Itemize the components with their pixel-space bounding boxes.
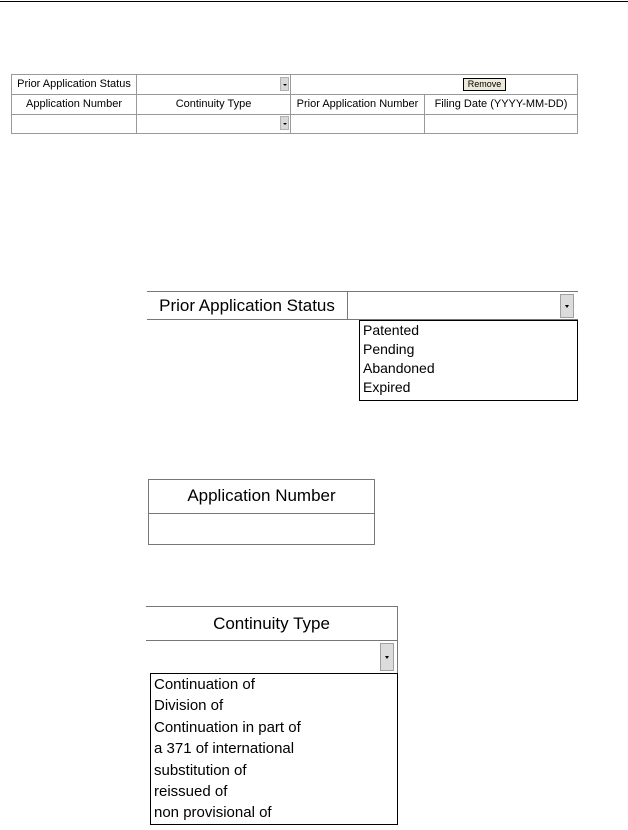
- chevron-down-icon[interactable]: [560, 294, 574, 318]
- remove-button[interactable]: Remove: [463, 78, 506, 91]
- grid-status-select[interactable]: [136, 75, 290, 94]
- continuity-option[interactable]: reissued of: [154, 783, 228, 801]
- status-option-abandoned[interactable]: Abandoned: [363, 360, 435, 376]
- header-continuity-type: Continuity Type: [136, 95, 290, 114]
- chevron-down-icon[interactable]: [380, 643, 394, 671]
- header-prior-application-number: Prior Application Number: [290, 95, 424, 114]
- header-application-number: Application Number: [11, 95, 136, 114]
- continuity-type-large-select[interactable]: [146, 641, 397, 674]
- continuity-option[interactable]: substitution of: [154, 761, 247, 779]
- grid-input-row: [11, 114, 578, 133]
- status-dropdown-label: Prior Application Status: [147, 292, 348, 319]
- continuity-type-field: [146, 606, 398, 674]
- status-option-patented[interactable]: Patented: [363, 322, 420, 338]
- status-option-pending[interactable]: Pending: [363, 341, 415, 357]
- status-option-expired[interactable]: Expired: [363, 379, 411, 395]
- filing-date-input[interactable]: [424, 114, 578, 133]
- chevron-down-icon[interactable]: [280, 77, 289, 91]
- prior-application-grid: [11, 74, 578, 134]
- continuity-type-label: Continuity Type: [146, 607, 397, 641]
- chevron-down-icon[interactable]: [280, 116, 289, 130]
- continuity-option[interactable]: non provisional of: [154, 804, 272, 822]
- application-number-label: Application Number: [149, 480, 374, 514]
- status-options-list: [359, 320, 578, 401]
- continuity-type-select[interactable]: [136, 114, 290, 133]
- continuity-option[interactable]: Division of: [154, 697, 224, 715]
- grid-header-row: [11, 95, 578, 115]
- status-dropdown-header: [147, 291, 578, 320]
- application-number-large-input[interactable]: [149, 514, 374, 544]
- continuity-option[interactable]: Continuation in part of: [154, 718, 301, 736]
- continuity-option[interactable]: a 371 of international: [154, 740, 295, 758]
- status-dropdown-select[interactable]: [348, 292, 578, 319]
- prior-application-number-input[interactable]: [290, 114, 424, 133]
- grid-status-row: [11, 75, 578, 95]
- continuity-options-list: [150, 673, 398, 825]
- page-top-rule: [0, 1, 628, 2]
- grid-remove-cell: [290, 75, 578, 94]
- grid-status-label: Prior Application Status: [11, 75, 136, 94]
- application-number-input[interactable]: [11, 114, 136, 133]
- continuity-option[interactable]: Continuation of: [154, 676, 255, 693]
- header-filing-date: Filing Date (YYYY-MM-DD): [424, 95, 578, 114]
- application-number-field: [148, 479, 375, 545]
